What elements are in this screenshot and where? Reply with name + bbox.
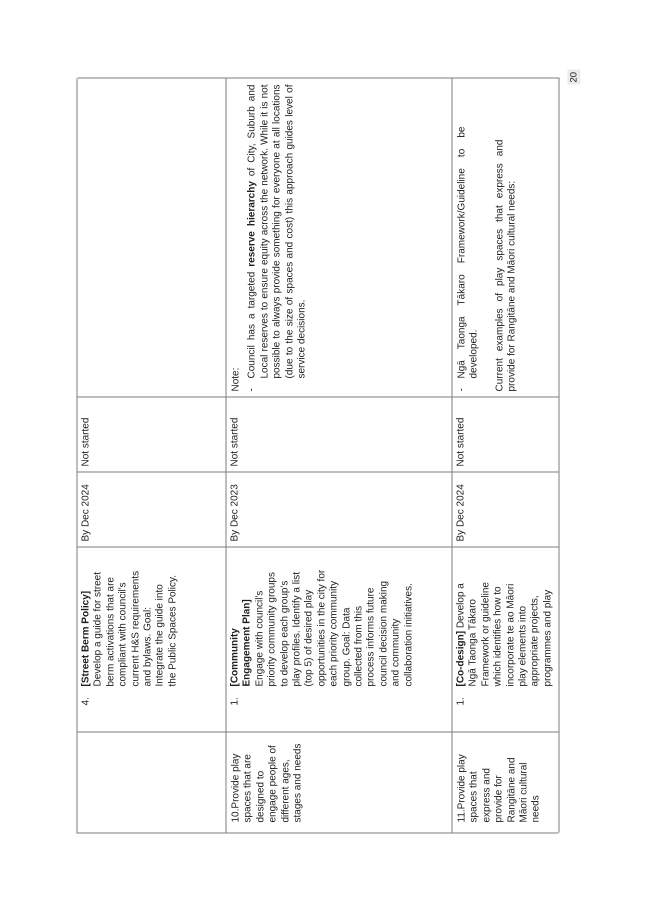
row2-status-cell: Not started <box>226 396 452 471</box>
note-heading: Note: <box>230 367 241 391</box>
bullet-text-start: Council has a targeted <box>246 266 258 378</box>
action-body: Engage with council's priority community groups to develop each group's play profiles. Identify a list (top 5) of desired play opportunities in the city for each priority community group. Goal: Data collected from this process informs future council decision making and community collaboration initiatives. <box>253 569 414 686</box>
bullet-text <box>246 84 308 378</box>
action-body: Develop a Ngā Taonga Tākaro Framework or guideline which identifies how to incorporate te ao Māori play elements into appropriate projects, programmes and play <box>455 581 553 686</box>
row3-notes-cell <box>452 77 559 396</box>
row2-action-cell <box>226 546 452 731</box>
row3-action-cell <box>452 546 559 731</box>
action-body: Develop a guide for street berm activations that are compliant with council's current H&S requirements and bylaws. Goal: Integrate the guide into the Public Spaces Policy. <box>92 570 178 686</box>
note-bullet <box>456 84 481 391</box>
action-title: [Community Engagement Plan] <box>229 598 253 686</box>
bullet-text: Ngā Taonga Tākaro Framework/Guideline to be developed. <box>456 126 480 378</box>
action-title: [Co-design] <box>455 630 466 686</box>
bullet-text-bold: reserve hierarchy <box>246 180 258 267</box>
row1-label-cell <box>77 731 226 832</box>
row1-timeline-cell: By Dec 2024 <box>77 471 226 546</box>
row1-action-cell <box>77 546 226 731</box>
row3-status-cell: Not started <box>452 396 559 471</box>
action-number: 4. <box>80 696 91 705</box>
action-text <box>80 568 179 686</box>
bullet-marker: - <box>456 387 467 391</box>
bullet-marker: - <box>246 387 258 391</box>
note-paragraph: Current examples of play spaces that express and provide for Rangitāne and Māori cultural needs: <box>493 139 518 391</box>
page-number: 20 <box>568 71 579 82</box>
row2-label-cell: 10.Provide play spaces that are designed to engage people of different ages, stages and needs <box>226 731 452 832</box>
play-actions-table <box>76 78 558 833</box>
action-number: 1. <box>229 696 240 705</box>
row3-label-cell: 11.Provide play spaces that express and provide for Rangitāne and Māori cultural needs <box>452 731 559 832</box>
row2-notes-cell <box>226 77 452 396</box>
note-bullet <box>246 84 308 391</box>
row3-timeline-cell: By Dec 2024 <box>452 471 559 546</box>
action-title: [Street Berm Policy] <box>80 590 91 686</box>
action-text <box>455 568 554 686</box>
row1-status-cell: Not started <box>77 396 226 471</box>
action-text <box>229 568 415 686</box>
bullet-text-end: of City, Suburb and Local reserves to ensure equity across the network. While it is not possible to always provide something for everyone at all locations (due to the size of spaces and cost) this approach guides level of service decisions. <box>246 84 308 378</box>
action-number: 1. <box>455 696 466 705</box>
row2-timeline-cell: By Dec 2023 <box>226 471 452 546</box>
row1-notes-cell <box>77 77 226 396</box>
